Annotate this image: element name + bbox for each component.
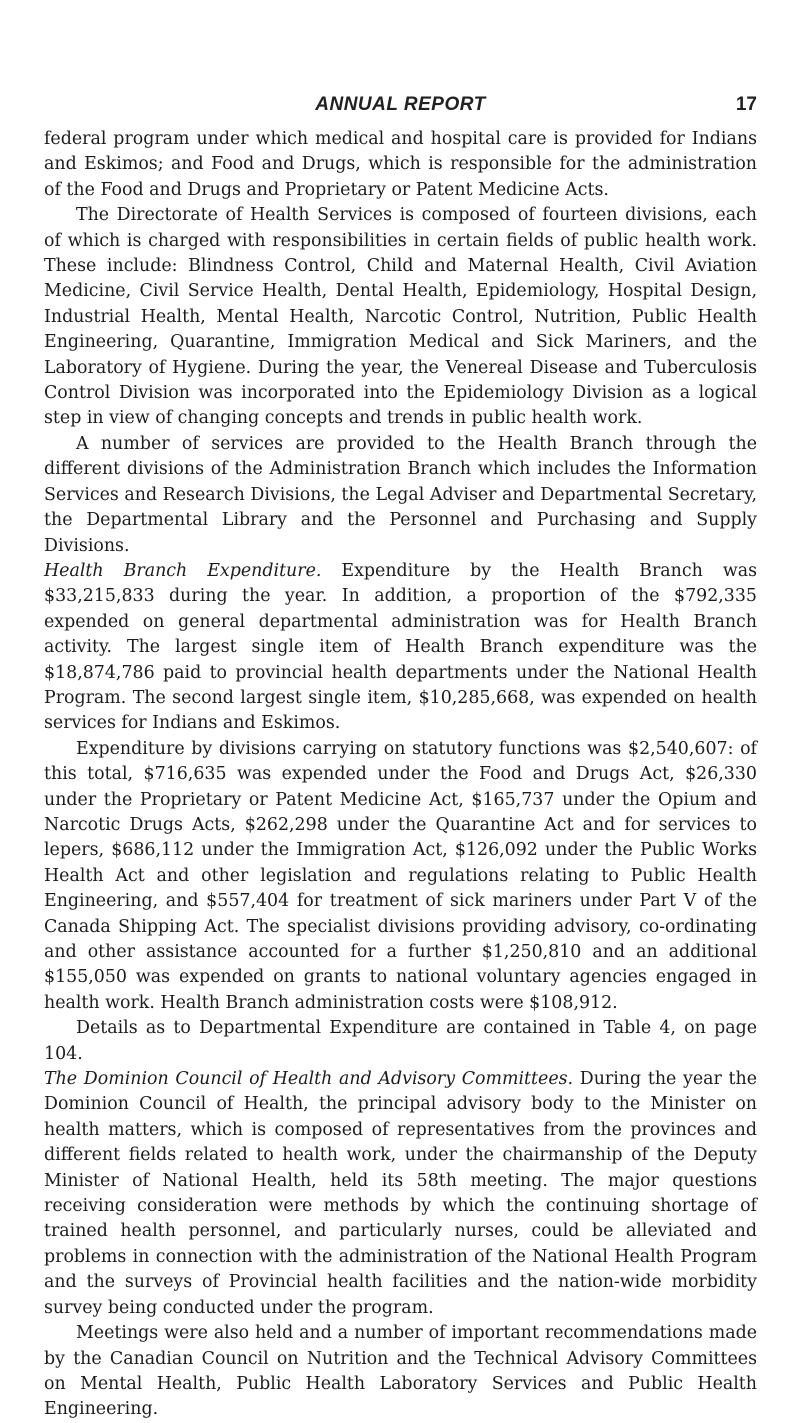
paragraph-with-subheading: Health Branch Expenditure. Expenditure by the Health Branch was $33,215,833 during the year. In addition, a proportion of the $792,335 expended on general departmental administration was for Health Branch activity. The largest single item of Health Branch expenditure was the $18,874,786 paid to provincial health departments under the National Health Program. The second largest single item, $10,285,668, was expended on health services for Indians and Eskimos.	[44, 560, 757, 734]
running-title: ANNUAL REPORT	[315, 94, 486, 115]
body-text	[44, 127, 757, 1423]
paragraph-with-subheading: The Dominion Council of Health and Advisory Committees. During the year the Dominion Council of Health, the principal advisory body to the Minister on health matters, which is composed of representatives from the provinces and different fields related to health work, under the chairmanship of the Deputy Minister of National Health, held its 58th meeting. The major questions receiving consideration were methods by which the continuing shortage of trained health personnel, and particularly nurses, could be alleviated and problems in connection with the administration of the National Health Program and the surveys of Provincial health facilities and the nation-wide morbidity survey being conducted under the program.	[44, 1069, 757, 1318]
paragraph: A number of services are provided to the Health Branch through the different divisions of the Administration Branch which includes the Information Services and Research Divisions, the Legal Adviser and Departmental Secretary, the Departmental Library and the Personnel and Purchasing and Supply Divisions.	[44, 433, 757, 556]
section-subheading: Health Branch Expenditure.	[44, 560, 322, 581]
page-header	[44, 94, 757, 118]
paragraph: Expenditure by divisions carrying on statutory functions was $2,540,607: of this total, $716,635 was expended under the Food and Drugs Act, $26,330 under the Proprietary or Patent Medicine Act, $165,737 under the Opium and Narcotic Drugs Acts, $262,298 under the Quarantine Act and for services to lepers, $686,112 under the Immigration Act, $126,092 under the Public Works Health Act and other legislation and regulations relating to Public Health Engineering, and $557,404 for treatment of sick mariners under Part V of the Canada Shipping Act. The specialist divisions providing advisory, co-ordinating and other assistance accounted for a further $1,250,810 and an additional $155,050 was expended on grants to national voluntary agencies engaged in health work. Health Branch administration costs were $108,912.	[44, 738, 757, 1013]
section-subheading: The Dominion Council of Health and Advisory Committees.	[44, 1069, 574, 1090]
paragraph: federal program under which medical and hospital care is provided for Indians and Eskimos; and Food and Drugs, which is responsible for the administration of the Food and Drugs and Proprietary or Patent Medicine Acts.	[44, 129, 757, 200]
paragraph: Details as to Departmental Expenditure are contained in Table 4, on page 104.	[44, 1018, 757, 1064]
paragraph: Meetings were also held and a number of important recommendations made by the Canadian Council on Nutrition and the Technical Advisory Committees on Mental Health, Public Health Laboratory Services and Public Health Engineering.	[44, 1323, 757, 1420]
paragraph: The Directorate of Health Services is composed of fourteen divisions, each of which is charged with responsibilities in certain fields of public health work. These include: Blindness Control, Child and Maternal Health, Civil Aviation Medicine, Civil Service Health, Dental Health, Epidemiology, Hospital Design, Industrial Health, Mental Health, Narcotic Control, Nutrition, Public Health Engineering, Quarantine, Immigration Medical and Sick Mariners, and the Laboratory of Hygiene. During the year, the Venereal Disease and Tuberculosis Control Division was incorporated into the Epidemiology Division as a logical step in view of changing concepts and trends in public health work.	[44, 205, 757, 429]
page-number: 17	[735, 94, 757, 115]
